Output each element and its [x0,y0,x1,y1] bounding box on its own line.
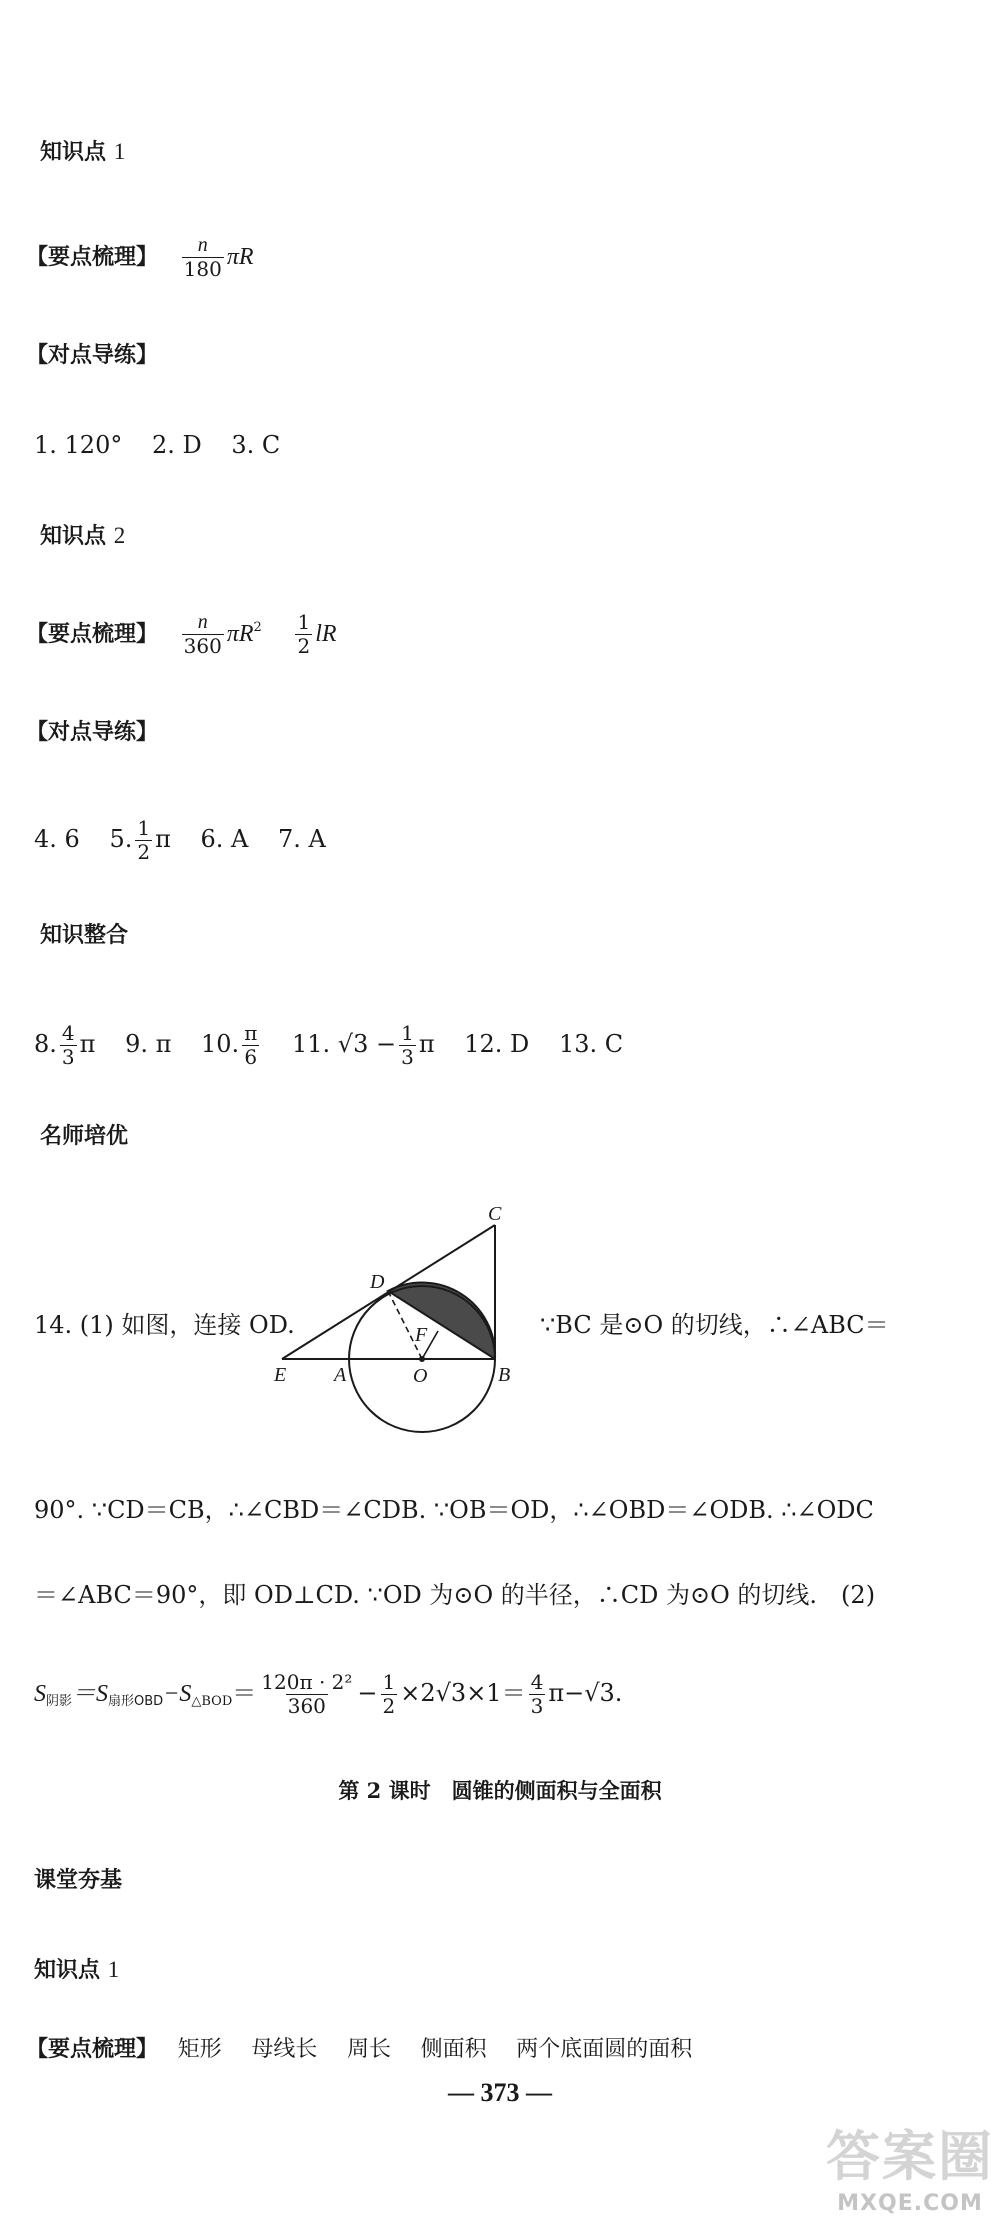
section-number: 1 [107,1957,120,1982]
formula-tail: lR [315,621,337,647]
answer-4: 4. 6 [34,825,80,853]
answers-row-2 [34,818,326,863]
section-title-knowledge-2 [40,524,125,548]
section-title-integration: 知识整合 [40,923,129,948]
fraction-numerator: 1 [382,1670,396,1694]
minus-s: −S [163,1681,192,1707]
label-c: C [488,1205,502,1225]
q14-intro: 14. (1) 如图，连接 OD. [34,1311,295,1339]
answer-10: 10. [201,1030,240,1058]
answer-8-tail: π [79,1030,96,1058]
section-title-text: 知识点 [34,1958,101,1983]
formula-tail: πR [226,621,254,647]
section-title-text: 知识点 [40,524,107,549]
section-number: 2 [113,523,126,548]
key-point-item: 两个底面圆的面积 [516,2037,693,2062]
result-tail: π−√3. [548,1679,623,1707]
section-title-classroom: 课堂夯基 [34,1868,123,1893]
fraction-numerator: π [244,1021,258,1045]
answer-11: 11. √3 − [291,1030,397,1058]
fraction-numerator: 120π · 2² [261,1670,353,1694]
fraction-denominator: 2 [137,840,151,864]
key-points-label: 【要点梳理】 [26,245,159,270]
label-f: F [415,1324,428,1346]
key-point-item: 周长 [346,2037,391,2062]
key-points-label: 【要点梳理】 [26,2037,159,2062]
section-title-excellence: 名师培优 [40,1124,129,1149]
key-points-row-2 [26,612,337,657]
section-title-knowledge-1 [40,140,125,164]
fraction-denominator: 360 [183,634,222,658]
fraction-numerator: 4 [61,1021,75,1045]
fraction-denominator: 3 [401,1045,414,1069]
shaded-region [388,1283,495,1359]
fraction-denominator: 6 [244,1045,258,1069]
label-e: E [274,1364,287,1386]
fraction-denominator: 360 [287,1694,326,1718]
fraction-numerator: 4 [530,1670,544,1694]
multiplication: ×2√3×1＝ [400,1679,526,1707]
q14-line-4 [34,1672,622,1717]
answer-13: 13. C [558,1030,624,1058]
answer-11-tail: π [418,1030,435,1058]
fraction-numerator: 1 [137,816,151,840]
q14-intro-right: ∵BC 是⊙O 的切线，∴∠ABC＝ [540,1311,889,1339]
equals: ＝ [232,1679,257,1707]
fraction [259,1672,354,1717]
fraction [60,1023,77,1068]
label-d: D [370,1271,385,1293]
fraction [295,612,312,657]
subscript-sector: 扇形OBD [108,1694,164,1709]
fraction-numerator: n [197,234,208,256]
superscript: 2 [253,620,262,635]
answers-row-3 [34,1023,623,1068]
answers-row-1 [34,433,280,457]
fraction-denominator: 180 [183,257,222,281]
answer-6: 6. A [200,825,249,853]
answer-2: 2. D [151,431,202,459]
minus: − [357,1679,378,1707]
fraction [135,818,152,863]
label-b: B [498,1364,511,1386]
key-points-label: 【要点梳理】 [26,622,159,647]
section-title-text: 知识点 [40,140,107,165]
lesson-title: 第 2 课时 圆锥的侧面积与全面积 [338,1778,662,1803]
fraction [182,612,224,657]
watermark-logo-text: 答案圈 [826,2125,994,2188]
fraction [182,235,224,280]
page-number: — 373 — [448,2078,552,2107]
section-number: 1 [113,139,126,164]
fraction [529,1672,546,1717]
answer-8: 8. [34,1030,57,1058]
fraction-numerator: n [197,611,208,633]
fraction-numerator: 1 [297,610,311,634]
answer-1: 1. 120° [34,431,123,459]
formula-tail: πR [226,244,254,270]
answer-12: 12. D [464,1030,530,1058]
label-o: O [413,1365,428,1387]
fraction-denominator: 3 [61,1045,75,1069]
answer-5-tail: π [155,825,171,853]
section-title-knowledge-1b [34,1958,119,1982]
watermark-url: MXQE.COM [837,2191,983,2216]
area-symbol: S [34,1681,46,1707]
fraction-denominator: 2 [297,634,311,658]
subscript-triangle: △BOD [191,1694,233,1709]
key-point-item: 矩形 [177,2037,222,2062]
fraction-denominator: 3 [530,1694,544,1718]
fraction-denominator: 2 [382,1694,396,1718]
label-a: A [334,1364,347,1386]
practice-label-2: 【对点导练】 [26,720,159,745]
point-o [419,1356,425,1362]
key-points-row-1 [26,235,254,280]
answer-9: 9. π [125,1030,172,1058]
practice-label-1: 【对点导练】 [26,343,159,368]
fraction [399,1023,416,1068]
geometry-figure [270,1205,520,1435]
answer-3: 3. C [231,431,281,459]
fraction-numerator: 1 [401,1021,414,1045]
q14-line-3: ＝∠ABC＝90°，即 OD⊥CD. ∵OD 为⊙O 的半径，∴CD 为⊙O 的切线. (2) [34,1581,876,1609]
key-point-item: 母线长 [251,2037,318,2062]
subscript-shaded: 阴影 [46,1694,73,1709]
watermark [826,2114,994,2216]
answer-5: 5. [109,825,133,853]
equals-s: ＝S [72,1681,109,1707]
key-points-row-3 [26,2036,692,2061]
fraction [242,1023,259,1068]
key-point-item: 侧面积 [420,2037,487,2062]
q14-line-2: 90°. ∵CD＝CB，∴∠CBD＝∠CDB. ∵OB＝OD，∴∠OBD＝∠ODB. ∴∠ODC [34,1496,874,1524]
answer-7: 7. A [278,825,326,853]
fraction [381,1672,398,1717]
